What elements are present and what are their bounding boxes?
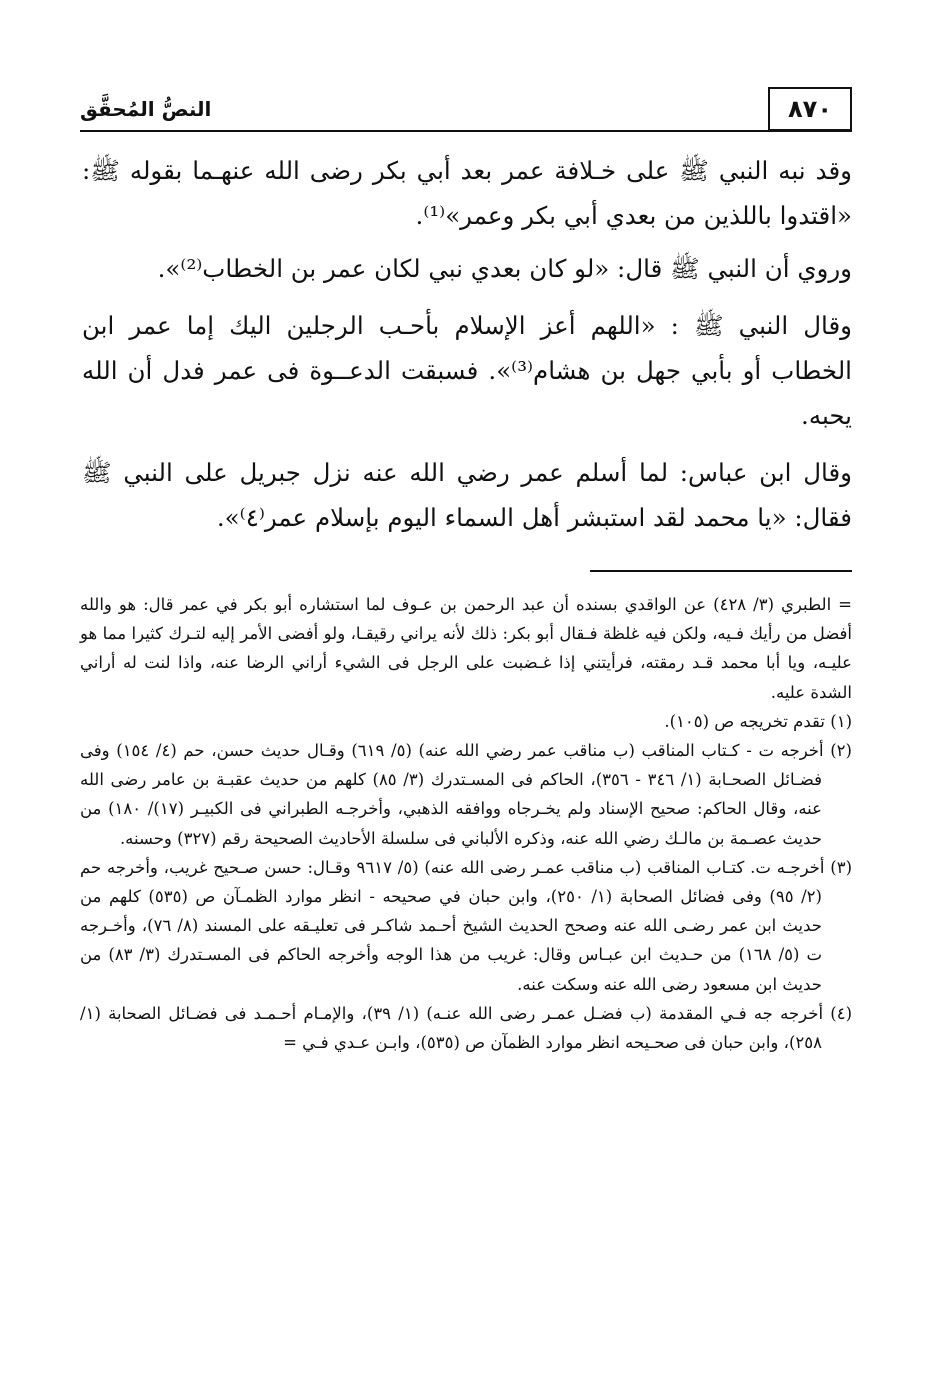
footnote-divider	[590, 570, 852, 572]
paragraph-succession: وقد نبه النبي ﷺ على خـلافة عمر بعد أبي بكر رضى الله عنهـما بقوله ﷺ: «اقتدوا باللذين من بعدي أبي بكر وعمر»⁽¹⁾.	[82, 156, 852, 230]
page-number: ٨٧٠	[768, 87, 852, 131]
header-divider	[80, 130, 852, 132]
book-title: النصُّ المُحقَّق	[80, 97, 212, 121]
paragraph-ibn-abbas: وقال ابن عباس: لما أسلم عمر رضي الله عنه نزل جبريل على النبي ﷺ فقال: «يا محمد لقد استبشر أهل السماء اليوم بإسلام عمر⁽٤⁾».	[82, 458, 852, 532]
paragraph-supplication: وقال النبي ﷺ : «اللهم أعز الإسلام بأحـب الرجلين اليك إما عمر ابن الخطاب أو بأبي جهل بن هشام⁽³⁾». فسبقت الدعــوة فى عمر فدل أن الله يحبه.	[82, 311, 852, 430]
footnotes	[80, 590, 852, 1057]
page-header	[80, 86, 852, 132]
footnote-4: (٤) أخرجه جه فـي المقدمة (ب فضـل عمـر رضى الله عنـه) (١/ ٣٩)، والإمـام أحـمـد فى فضـائل الصحابة (١/ ٢٥٨)، وابن حبان فى صحـيحه انظر موارد الظمآن ص (٥٣٥)، وابـن عـدي فـي =	[80, 1003, 852, 1053]
footnote-3: (٣) أخرجـه ت. كتـاب المناقب (ب مناقب عمـر رضى الله عنه) (٥/ ٩٦١٧ وقـال: حسن صـحيح غريب، وأخرجه حم (٢/ ٩٥) وفى فضائل الصحابة (١/ ٢٥٠)، وابن حبان في صحيحه - انظر موارد الظمـآن ص (٥٣٥) كلهم من حديث ابن عمر رضـى الله عنه وصحح الحديث الشيخ أحـمد شاكـر فى تعليـقه على المسند (٨/ ٧٦)، وأخـرجه ت (٥/ ١٦٨) من حـديث ابن عبـاس وقال: غريب من هذا الوجه وأخرجه الحاكم فى المسـتدرك (٣/ ٨٣) من حديث ابن مسعود رضى الله عنه وسكت عنه.	[80, 857, 852, 994]
main-text	[82, 148, 852, 552]
footnote-1: (١) تقدم تخريجه ص (١٠٥).	[664, 711, 852, 731]
footnote-continuation: = الطبري (٣/ ٤٢٨) عن الواقدي بسنده أن عبد الرحمن بن عـوف لما استشاره أبو بكر في عمر قال: هو والله أفضل من رأيك فـيه، ولكن فيه غلظة فـقال أبو بكر: ذلك لأنه يراني رقيقـا، ولو أفضى الأمر إليه لتـرك كثيرا مما هو عليـه، ويا أبا محمد قـد رمقته، فرأيتني إذا غـضبت على الرجل فى الشيء أراني الرضا عنه، واذا لنت له أراني الشدة عليه.	[80, 595, 852, 702]
footnote-2: (٢) أخرجه ت - كـتاب المناقب (ب مناقب عمر رضي الله عنه) (٥/ ٦١٩) وقـال حديث حسن، حم (٤/ ١٥٤) وفى فضـائل الصحـابة (١/ ٣٤٦ - ٣٥٦)، الحاكم فى المسـتدرك (٣/ ٨٥) كلهم من حديث عقبـة بن عامر رضى الله عنه، وقال الحاكم: صحيح الإسناد ولم يخـرجاه ووافقه الذهبي، وأخرجـه الطبراني فى الكبيـر (١٧)/ ١٨٠) من حديث عصـمة بن مالـك رضي الله عنه، وذكره الألباني فى سلسلة الأحاديث الصحيحة رقم (٣٢٧) وحسنه.	[80, 741, 852, 848]
paragraph-prophet-after-me: وروي أن النبي ﷺ قال: «لو كان بعدي نبي لكان عمر بن الخطاب⁽²⁾».	[157, 254, 852, 283]
